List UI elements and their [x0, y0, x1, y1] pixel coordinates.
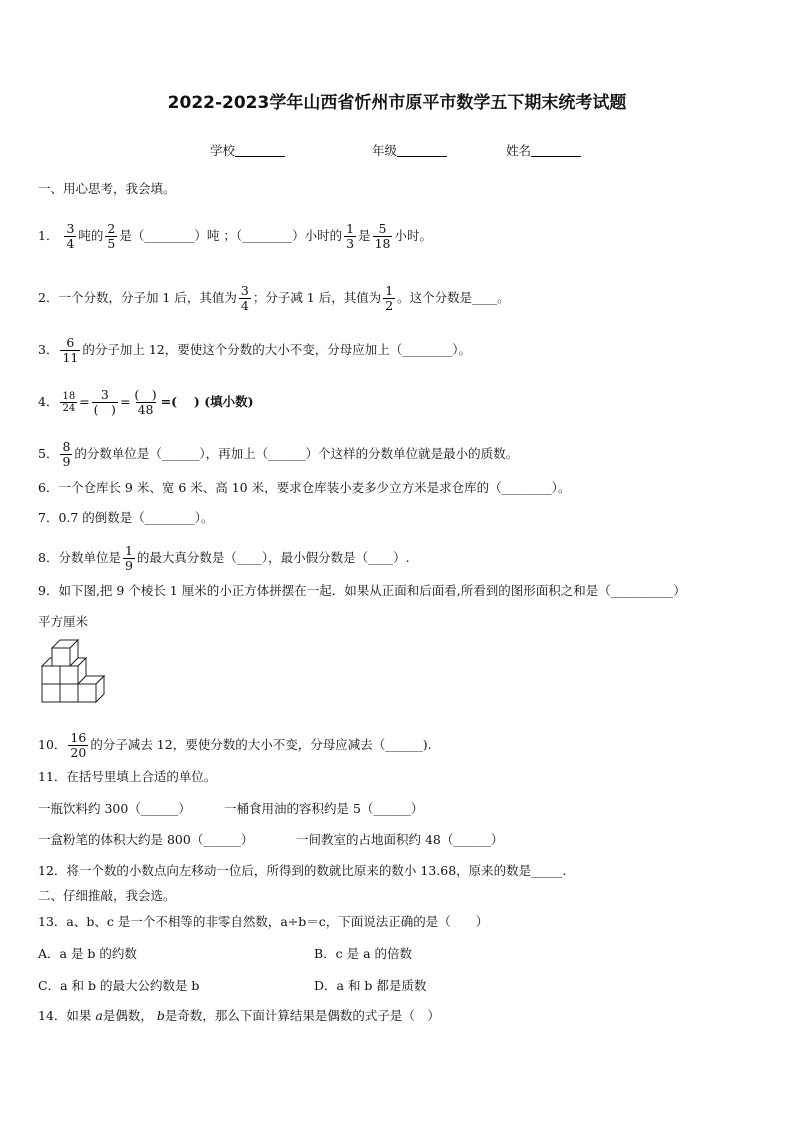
question-9: 9．如下图,把 9 个棱长 1 厘米的小正方体拼摆在一起．如果从正面和后面看,所看到的图形面积之和是（__________） — [38, 583, 686, 598]
fraction: $\frac{1}{9}$ — [124, 543, 133, 573]
option-b[interactable]: B．c 是 a 的倍数 — [314, 946, 413, 961]
question-11: 11．在括号里填上合适的单位。 — [38, 769, 217, 784]
fraction: $\frac{16}{20}$ — [70, 730, 87, 760]
question-5: 5． $\frac{8}{9}$ 的分数单位是（______），再加上（______）个这样的分数单位就是最小的质数。 — [38, 439, 519, 469]
fraction: $\frac{3}{4}$ — [66, 221, 75, 251]
question-11-row-1b: 一桶食用油的容积约是 5（______） — [224, 801, 424, 816]
fraction: $\frac{5}{18}$ — [374, 221, 391, 251]
option-d[interactable]: D．a 和 b 都是质数 — [314, 978, 427, 993]
question-9-continued: 平方厘米 — [38, 614, 89, 629]
fraction: $\frac{3}{( )}$ — [93, 387, 116, 417]
fraction: $\frac{3}{4}$ — [240, 283, 249, 313]
grade-field[interactable]: 年级 — [372, 141, 447, 159]
section-1-heading: 一、用心思考，我会填。 — [38, 181, 176, 196]
fraction: $\frac{1}{2}$ — [385, 283, 394, 313]
student-info-row — [0, 141, 794, 161]
section-2-heading: 二、仔细推敲，我会选。 — [38, 888, 176, 903]
question-3: 3． $\frac{6}{11}$ 的分子加上 12，要使这个分数的大小不变，分母应加上（________）。 — [38, 335, 471, 365]
fraction: $\frac{6}{11}$ — [62, 335, 79, 365]
fraction: $\frac{( )}{48}$ — [134, 387, 157, 417]
question-12: 12．将一个数的小数点向左移动一位后，所得到的数就比原来的数小 13.68，原来的数是_____. — [38, 863, 567, 878]
option-c[interactable]: C．a 和 b 的最大公约数是 b — [38, 978, 200, 993]
question-13: 13．a、b、c 是一个不相等的非零自然数，a÷b＝c，下面说法正确的是（ ） — [38, 914, 489, 929]
question-10: 10． $\frac{16}{20}$ 的分子减去 12，要使分数的大小不变，分母应减去（______). — [38, 730, 432, 760]
question-8: 8．分数单位是 $\frac{1}{9}$ 的最大真分数是（____），最小假分数是（____）. — [38, 543, 410, 573]
fraction: $\frac{8}{9}$ — [62, 439, 71, 469]
option-a[interactable]: A．a 是 b 的约数 — [38, 946, 137, 961]
question-11-row-2b: 一间教室的占地面积约 48（______） — [296, 832, 504, 847]
cube-stack-figure — [38, 638, 112, 710]
school-field[interactable]: 学校 — [210, 141, 285, 159]
question-11-row-1a: 一瓶饮料约 300（______） — [38, 801, 191, 816]
question-6: 6．一个仓库长 9 米、宽 6 米、高 10 米，要求仓库装小麦多少立方米是求仓库的（________）。 — [38, 480, 571, 495]
question-11-row-2a: 一盒粉笔的体积大约是 800（______） — [38, 832, 254, 847]
question-7: 7．0.7 的倒数是（________）。 — [38, 510, 214, 525]
question-14: 14．如果 a是偶数， b是奇数，那么下面计算结果是偶数的式子是（ ） — [38, 1008, 440, 1023]
fraction: $\frac{2}{5}$ — [107, 221, 116, 251]
fraction: $\frac{1}{3}$ — [346, 221, 355, 251]
question-2: 2．一个分数，分子加 1 后，其值为 $\frac{3}{4}$ ；分子减 1 后，其值为 $\frac{1}{2}$ 。这个分数是____。 — [38, 283, 510, 313]
page-title: 2022-2023学年山西省忻州市原平市数学五下期末统考试题 — [167, 93, 627, 113]
question-1: 1． $\frac{3}{4}$ 吨的 $\frac{2}{5}$ 是（________）吨 ；（________）小时的 $\frac{1}{3}$ 是 $\frac{5}{18}$ 小时。 — [38, 221, 432, 251]
question-4: 4． $\frac{18}{24}$ = $\frac{3}{( )}$ = $\frac{( )}{48}$ =( ) (填小数) — [38, 387, 254, 417]
name-field[interactable]: 姓名 — [506, 141, 581, 159]
fraction: $\frac{18}{24}$ — [62, 391, 76, 414]
